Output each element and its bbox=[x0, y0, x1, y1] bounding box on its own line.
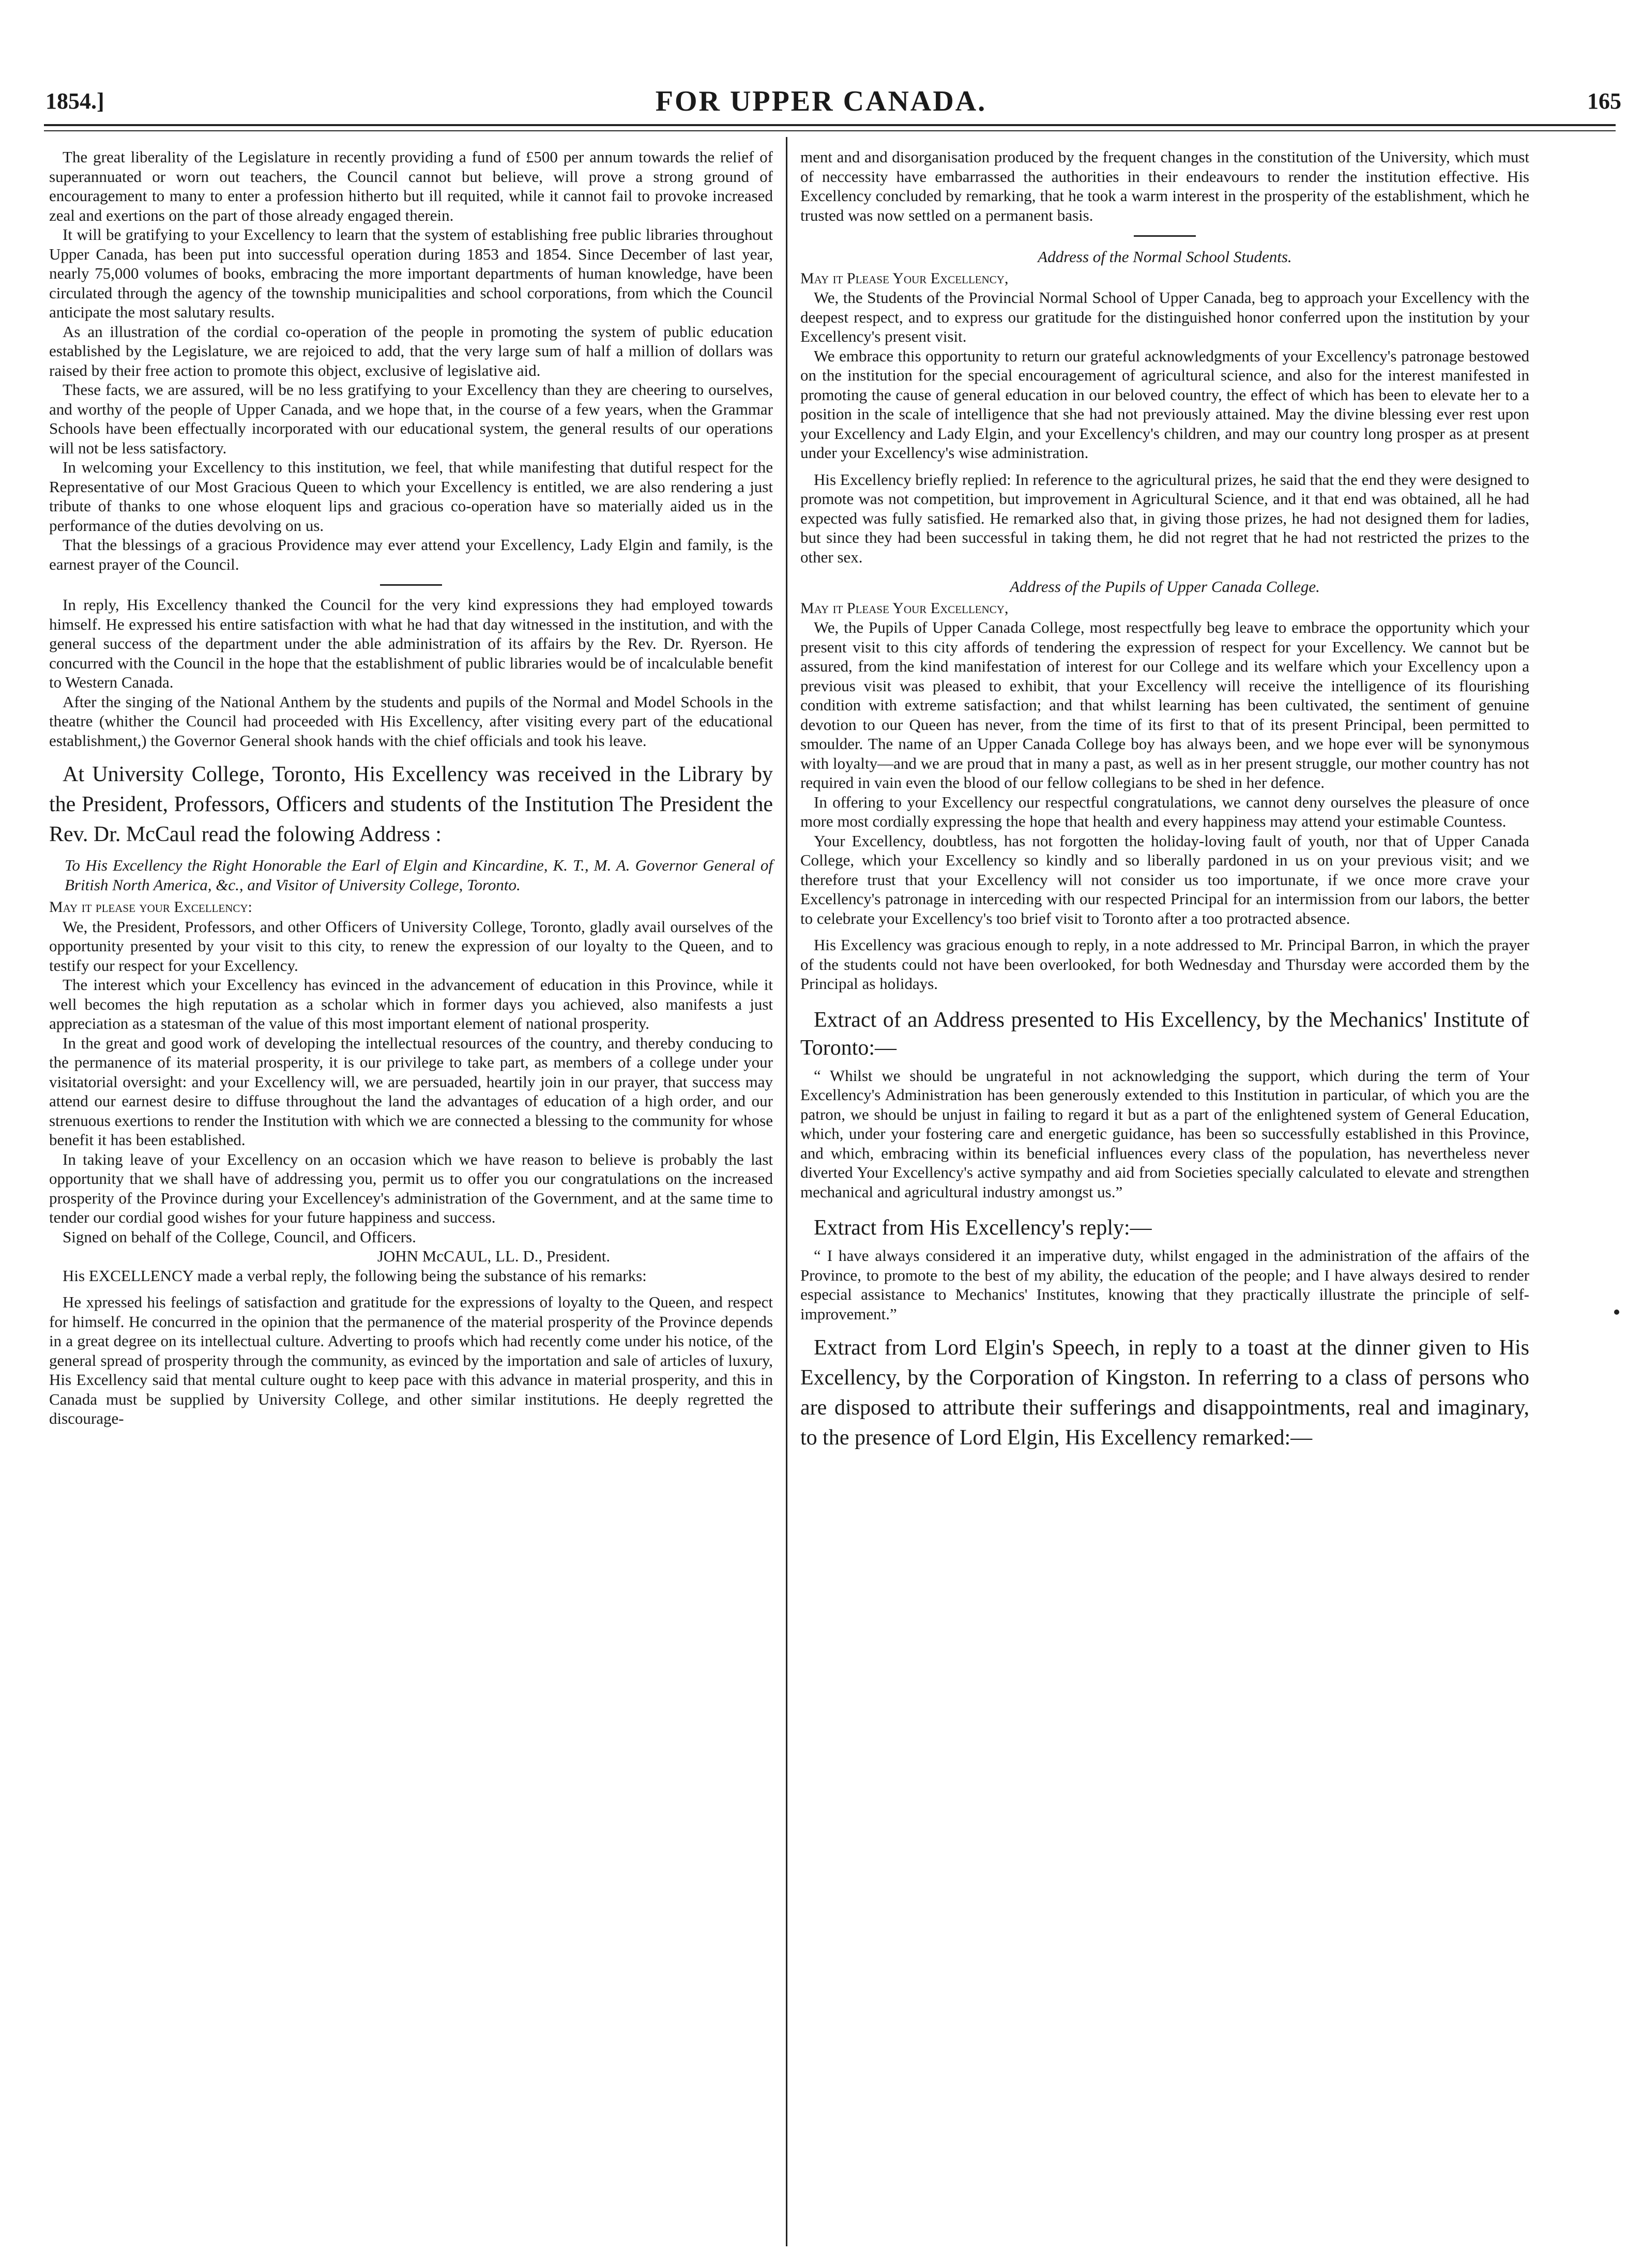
paragraph: His Excellency briefly replied: In reference to the agricultural prizes, he said that the end they were designed to promote was not competition, but improvement in Agricultural Science, and it that end was obtained, all he had expected was fully satisfied. He remarked also that, in giving those prizes, he had not designed them for ladies, but since they had been successful in taking them, he did not regret that he had not restricted the prizes to the other sex. bbox=[800, 470, 1529, 566]
paragraph: In reply, His Excellency thanked the Council for the very kind expressions they had employed towards himself. He expressed his entire satisfaction with what he had that day witnessed in the institution, and with the general success of the department under the able administration of its affairs by the Rev. Dr. Ryerson. He concurred with the Council in the hope that the establishment of public libraries would be of incalculable benefit to Western Canada. bbox=[49, 596, 773, 691]
section-separator bbox=[380, 584, 442, 586]
paragraph: The great liberality of the Legislature in recently providing a fund of £500 per annum towards the relief of superannuated or worn out teachers, the Council cannot but believe, will prove a strong ground of encouragement to many to enter a profession hitherto but ill requited, while it cannot fail to provoke increased zeal and exertions on the part of those already engaged therein. bbox=[49, 148, 773, 224]
paragraph: He xpressed his feelings of satisfaction and gratitude for the expressions of loyalty to the Queen, and respect for himself. He concurred in the opinion that the permanence of the material prosperity of the Province depends in a great degree on its intellectual culture. Adverting to proofs which had recently come under his notice, of the general spread of prosperity through the community, as evinced by the importation and sale of articles of luxury, His Excellency said that mental culture ought to keep pace with this advance in material prosperity, and this in Canada must be supplied by University College, and other similar institutions. He deeply regretted the discourage- bbox=[49, 1293, 773, 1427]
section-heading: Address of the Normal School Students. bbox=[1038, 248, 1292, 266]
quotation: “ I have always considered it an imperative duty, whilst engaged in the administration of the affairs of the Province, to promote to the best of my ability, the education of the people; and I have always desired to render especial assistance to Mechanics' Institutes, knowing that they practically illustrate the principle of self-improvement.” bbox=[800, 1246, 1529, 1323]
quotation: “ Whilst we should be ungrateful in not acknowledging the support, which during the term of Your Excellency's Administration has been generously extended to this Institution in particular, of which you are the patron, we should be unjust in failing to regard it but as a part of the enlightened system of General Education, which, under your fostering care and energetic guidance, has been so successfully established in this Province, and which, embracing within its beneficial influences every class of the population, has nevertheless never diverted Your Excellency's active sympathy and aid from Societies specially calculated to elevate and strengthen mechanical and agricultural industry amongst us.” bbox=[800, 1066, 1529, 1201]
paragraph: It will be gratifying to your Excellency to learn that the system of establishing free public libraries throughout Upper Canada, has been put into successful operation during 1853 and 1854. Since December of last year, nearly 75,000 volumes of books, embracing the more important departments of human knowledge, have been circulated through the agency of the township municipalities and school corporations, from which the Council anticipate the most salutary results. bbox=[49, 225, 773, 321]
paragraph: We, the Pupils of Upper Canada College, most respectfully beg leave to embrace the opportunity which your present visit to this city affords of tendering the expression of respect for your Excellency. We cannot but be assured, from the kind manifestation of interest for our College and its welfare which your Excellency upon a previous visit was pleased to exhibit, that your Excellency will receive the intelligence of its flourishing condition with extreme satisfaction; and that whilst learning has been cultivated, the sentiment of genuine devotion to our Queen has never, from the time of its first to that of its present Principal, been permitted to smoulder. The name of an Upper Canada College boy has always been, and we hope ever will be synonymous with loyalty—and we are proud that in many a past, as well as in her present struggle, our mother country has not required in vain even the blood of our fellow collegians to be shed in her defence. bbox=[800, 618, 1529, 791]
salutation: May it Please Your Excellency, bbox=[800, 269, 1009, 287]
paragraph: In taking leave of your Excellency on an occasion which we have reason to believe is probably the last opportunity that we shall have of addressing you, permit us to offer you our congratulations on the increased prosperity of the Province during your Excellencey's administration of the Government, and at the same time to tender our cordial good wishes for your future happiness and success. bbox=[49, 1150, 773, 1226]
header-year: 1854.] bbox=[45, 88, 104, 114]
paragraph: His EXCELLENCY made a verbal reply, the following being the substance of his remarks: bbox=[63, 1266, 647, 1285]
paragraph: Signed on behalf of the College, Council, and Officers. bbox=[63, 1227, 416, 1246]
paragraph: We, the Students of the Provincial Normal School of Upper Canada, beg to approach your Excellency with the deepest respect, and to express our gratitude for the distinguished honor conferred upon the institution by your Excellency's present visit. bbox=[800, 288, 1529, 345]
header-rule bbox=[44, 124, 1616, 126]
paragraph: That the blessings of a gracious Providence may ever attend your Excellency, Lady Elgin and family, is the earnest prayer of the Council. bbox=[49, 536, 773, 573]
paragraph: After the singing of the National Anthem by the students and pupils of the Normal and Model Schools in the theatre (whither the Council had proceeded with His Excellency, after visiting every part of the educational establishment,) the Governor General shook hands with the chief officials and took his leave. bbox=[49, 692, 773, 750]
paragraph: In welcoming your Excellency to this institution, we feel, that while manifesting that dutiful respect for the Representative of our Most Gracious Queen to which your Excellency is entitled, we are also rendering a just tribute of thanks to one whose eloquent lips and gracious co-operation have so materially aided us in the performance of the duties devolving on us. bbox=[49, 458, 773, 535]
lead-paragraph: At University College, Toronto, His Excellency was received in the Library by the President, Professors, Officers and students of the Institution The President the Rev. Dr. McCaul read the folowing Address : bbox=[49, 763, 773, 846]
section-heading: Address of the Pupils of Upper Canada College. bbox=[1010, 577, 1320, 596]
paragraph: His Excellency was gracious enough to reply, in a note addressed to Mr. Principal Barron, in which the prayer of the students could not have been overlooked, for both Wednesday and Thursday were accorded them by the Principal as holidays. bbox=[800, 936, 1529, 993]
paragraph: These facts, we are assured, will be no less gratifying to your Excellency than they are cheering to ourselves, and worthy of the people of Upper Canada, and we hope that, in the course of a few years, when the Grammar Schools have been effectually incorporated with our educational system, the general results of our operations will not be less satisfactory. bbox=[49, 380, 773, 457]
salutation: May it please your Excellency: bbox=[49, 899, 252, 916]
paragraph: In offering to your Excellency our respectful congratulations, we cannot deny ourselves the pleasure of once more most cordially expressing the hope that health and every happiness may attend your estimable Countess. bbox=[800, 793, 1529, 830]
lead-paragraph: Extract from Lord Elgin's Speech, in reply to a toast at the dinner given to His Excellency, by the Corporation of Kingston. In referring to a class of persons who are disposed to attribute their sufferings and disappointments, real and imaginary, to the presence of Lord Elgin, His Excellency remarked:— bbox=[800, 1336, 1529, 1450]
section-separator bbox=[1134, 235, 1196, 237]
salutation: May it Please Your Excellency, bbox=[800, 599, 1009, 617]
lead-paragraph: Extract of an Address presented to His Excellency, by the Mechanics' Institute of Toronto:— bbox=[800, 1008, 1529, 1060]
header-title: FOR UPPER CANADA. bbox=[655, 85, 987, 117]
page-number: 165 bbox=[1587, 88, 1621, 114]
paragraph: We embrace this opportunity to return our grateful acknowledgments of your Excellency's patronage bestowed on the institution for the special encouragement of agricultural science, and also for the interest manifested in promoting the cause of general education in our beloved country, the effect of which has been to elevate her to a position in the scale of intelligence that she had not previously attained. May the divine blessing ever rest upon your Excellency and Lady Elgin, and your Excellency's children, and may our country long prosper as at present under your Excellency's wise administration. bbox=[800, 346, 1529, 462]
paragraph: In the great and good work of developing the intellectual resources of the country, and thereby conducing to the permanence of its material prosperity, it is our privilege to take part, as members of a college under your visitatorial oversight: and your Excellency will, we are persuaded, heartily join in our prayer, that success may attend our earnest desire to diffuse throughout the land the advantages of education of a high order, and our strenuous exertions to render the Institution with which we are connected a blessing to the community for whose benefit it has been established. bbox=[49, 1033, 773, 1149]
paragraph: We, the President, Professors, and other Officers of University College, Toronto, gladly avail ourselves of the opportunity presented by your visit to this city, to renew the expression of our loyalty to the Queen, and to testify our respect for your Excellency. bbox=[49, 917, 773, 975]
paragraph: As an illustration of the cordial co-operation of the people in promoting the system of public education established by the Legislature, we are rejoiced to add, that the very large sum of half a million of dollars was raised by their free action to promote this object, exclusive of legislative aid. bbox=[49, 322, 773, 379]
paragraph: ment and and disorganisation produced by the frequent changes in the constitution of the University, which must of neccessity have embarrassed the authorities in their endeavours to render the institution effective. His Excellency concluded by remarking, that he took a warm interest in the prosperity of the establishment, which he trusted was now settled on a permanent basis. bbox=[800, 148, 1529, 224]
paragraph: The interest which your Excellency has evinced in the advancement of education in this Province, while it well becomes the high reputation as a scholar which in former days you achieved, also manifests a just appreciation as a statesman of the value of this most important element of national prosperity. bbox=[49, 976, 773, 1032]
left-column bbox=[49, 147, 773, 1428]
address-recipient: To His Excellency the Right Honorable the Earl of Elgin and Kincardine, K. T., M. A. Governor General of British North America, &c., and Visitor of University College, Toronto. bbox=[65, 856, 773, 894]
lead-paragraph: Extract from His Excellency's reply:— bbox=[814, 1216, 1152, 1240]
column-divider bbox=[786, 137, 787, 2246]
right-column bbox=[800, 147, 1529, 1458]
header-rule-thin bbox=[44, 130, 1616, 131]
signature: JOHN McCAUL, LL. D., President. bbox=[377, 1247, 611, 1265]
paragraph: Your Excellency, doubtless, has not forgotten the holiday-loving fault of youth, nor that of Upper Canada College, which your Excellency so kindly and so liberally pardoned in us on your previous visit; and we therefore trust that your Excellency will not consider us too importunate, if we once more crave your Excellency's patronage in interceding with our respected Principal for an intermission from our labors, the better to celebrate your Excellency's too brief visit to Toronto after a too protracted absence. bbox=[800, 831, 1529, 927]
margin-mark bbox=[1614, 1310, 1619, 1315]
